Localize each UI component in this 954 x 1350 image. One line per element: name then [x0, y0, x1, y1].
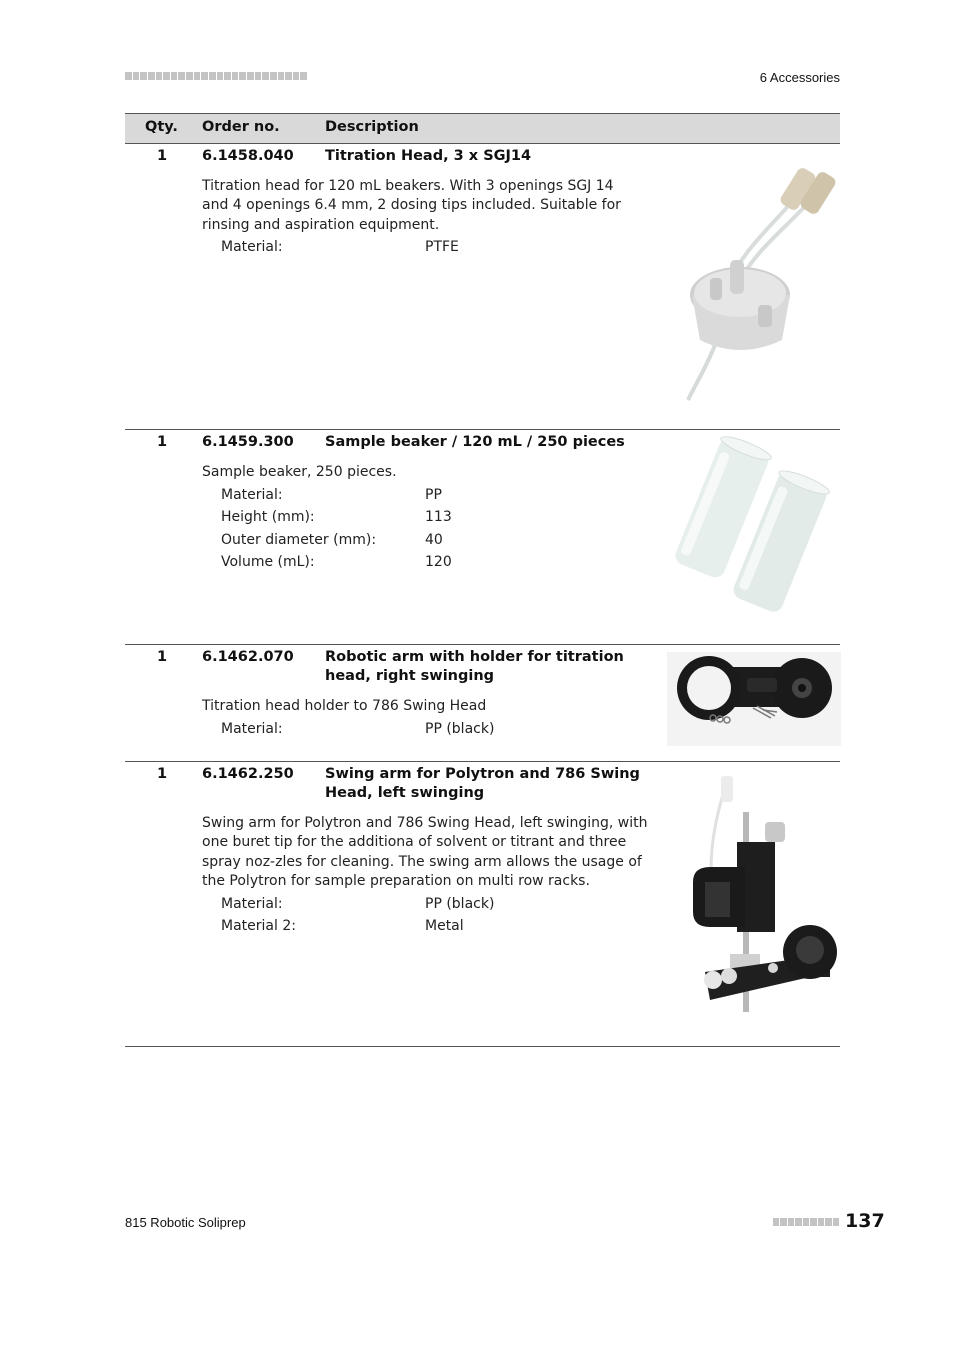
property-value: PP	[425, 487, 442, 503]
robotic-arm-holder-image	[667, 652, 841, 746]
property-value: 120	[425, 554, 452, 570]
property-value: Metal	[425, 918, 464, 934]
footer-marks	[773, 1218, 839, 1226]
row-description: Sample beaker, 250 pieces.	[202, 464, 397, 480]
header-marks	[125, 72, 307, 80]
header-section-title: 6 Accessories	[759, 70, 840, 85]
property-label: Material:	[221, 896, 283, 912]
row-qty: 1	[157, 148, 168, 164]
property-value: 113	[425, 509, 452, 525]
property-label: Material:	[221, 487, 283, 503]
row-qty: 1	[157, 434, 168, 450]
column-qty: Qty.	[145, 119, 178, 135]
row-divider	[125, 644, 840, 645]
property-value: PP (black)	[425, 896, 495, 912]
row-title: Swing arm for Polytron and 786 Swing Head, left swinging	[325, 766, 640, 801]
property-label: Volume (mL):	[221, 554, 315, 570]
row-order-no: 6.1462.250	[202, 766, 294, 782]
footer-product-name: 815 Robotic Soliprep	[125, 1215, 246, 1230]
row-qty: 1	[157, 649, 168, 665]
column-description: Description	[325, 119, 419, 135]
row-divider	[125, 761, 840, 762]
row-description: Titration head for 120 mL beakers. With 3 openings SGJ 14 and 4 openings 6.4 mm, 2 dosing tips included. Suitable for rinsing and aspiration equipment.	[202, 178, 621, 233]
row-qty: 1	[157, 766, 168, 782]
row-order-no: 6.1458.040	[202, 148, 294, 164]
property-label: Material:	[221, 721, 283, 737]
table-bottom-line	[125, 1046, 840, 1047]
row-order-no: 6.1462.070	[202, 649, 294, 665]
property-label: Outer diameter (mm):	[221, 532, 377, 548]
titration-head-image	[670, 160, 840, 410]
property-label: Height (mm):	[221, 509, 315, 525]
row-title: Titration Head, 3 x SGJ14	[325, 148, 532, 164]
row-title: Sample beaker / 120 mL / 250 pieces	[325, 434, 625, 450]
page-number: 137	[845, 1210, 885, 1232]
property-value: 40	[425, 532, 443, 548]
property-value: PP (black)	[425, 721, 495, 737]
sample-beaker-image	[665, 435, 840, 615]
row-divider	[125, 429, 840, 430]
property-label: Material:	[221, 239, 283, 255]
table-header	[125, 113, 840, 144]
property-value: PTFE	[425, 239, 459, 255]
row-title: Robotic arm with holder for titration head, right swinging	[325, 649, 624, 684]
row-description: Titration head holder to 786 Swing Head	[202, 698, 487, 714]
property-label: Material 2:	[221, 918, 296, 934]
row-order-no: 6.1459.300	[202, 434, 294, 450]
swing-arm-image	[685, 772, 840, 1027]
row-description: Swing arm for Polytron and 786 Swing Head, left swinging, with one buret tip for the additiona of solvent or titrant and three spray noz-zles for cleaning. The swing arm allows the usage of the Polytron for sample preparation on multi row racks.	[202, 815, 648, 889]
column-order-no: Order no.	[202, 119, 280, 135]
